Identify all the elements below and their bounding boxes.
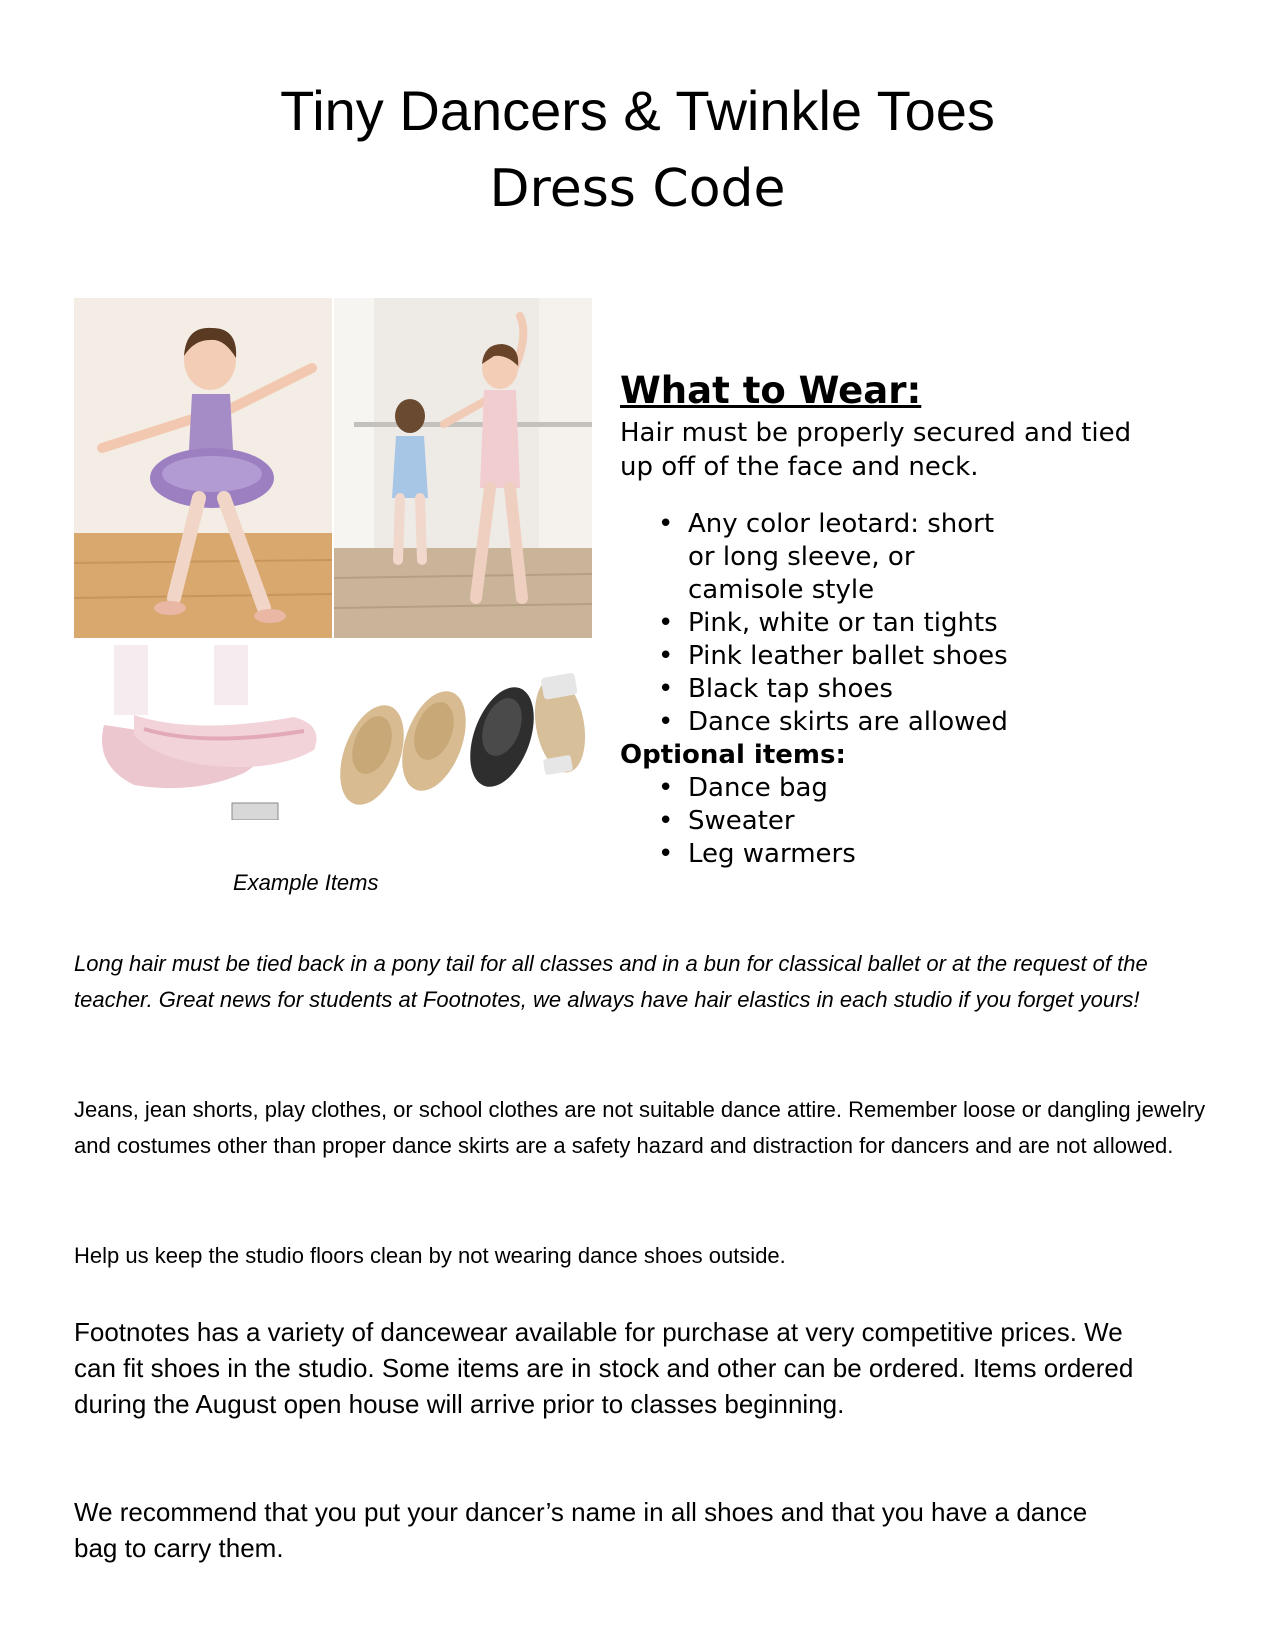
optional-items-heading: Optional items: — [620, 740, 846, 770]
hair-paragraph: Long hair must be tied back in a pony tail for all classes and in a bun for classical ballet or at the request of the teacher. Great news for students at Footnotes, we always have hair elastics in each studio if you forget yours! — [74, 951, 1148, 1012]
list-item: • Dance skirts are allowed — [620, 706, 1240, 739]
required-items-list — [620, 508, 1240, 739]
document-title: Tiny Dancers & Twinkle Toes — [280, 79, 995, 142]
document-subtitle: Dress Code — [489, 159, 786, 219]
image-caption: Example Items — [233, 870, 379, 895]
hair-requirement: Hair must be properly secured and tied up off of the face and neck. — [620, 418, 1132, 482]
list-item: • Leg warmers — [620, 838, 1240, 871]
photo-ballet-shoes — [74, 645, 332, 820]
photo-tap-shoes — [334, 645, 592, 820]
photo-tutu-dancer — [74, 298, 332, 638]
list-item: • Black tap shoes — [620, 673, 1240, 706]
optional-items-list — [620, 772, 1240, 871]
photo-barre-dancers — [334, 298, 592, 638]
dancewear-paragraph: Footnotes has a variety of dancewear available for purchase at very competitive prices. We can fit shoes in the studio. Some items are in stock and other can be ordered. Items ordered during the August open house will arrive prior to classes beginning. — [74, 1317, 1134, 1419]
list-item: • Pink, white or tan tights — [620, 607, 1240, 640]
attire-paragraph: Jeans, jean shorts, play clothes, or school clothes are not suitable dance attire. Remember loose or dangling jewelry and costumes other than proper dance skirts are a safety hazard and distraction for dancers and are not allowed. — [74, 1097, 1206, 1158]
list-item: • Sweater — [620, 805, 1240, 838]
what-to-wear-heading: What to Wear: — [620, 369, 922, 412]
what-to-wear-section — [620, 368, 1240, 871]
list-item: • Pink leather ballet shoes — [620, 640, 1240, 673]
floors-paragraph: Help us keep the studio floors clean by not wearing dance shoes outside. — [74, 1243, 786, 1268]
list-item: • Dance bag — [620, 772, 1240, 805]
list-item: • Any color leotard: short or long sleeve, or camisole style — [620, 508, 1018, 607]
names-paragraph: We recommend that you put your dancer’s name in all shoes and that you have a dance bag to carry them. — [74, 1497, 1088, 1563]
